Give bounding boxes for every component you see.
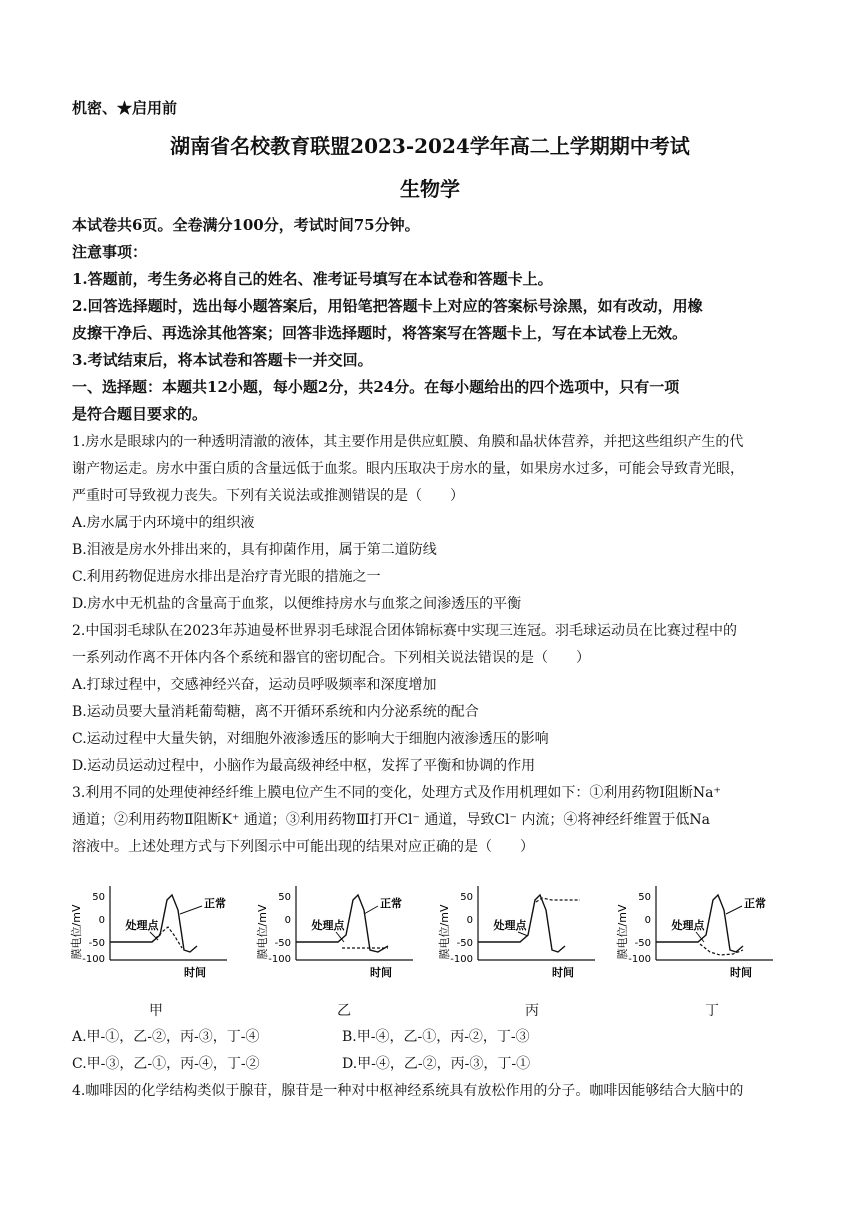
potential-graph-bing bbox=[440, 880, 615, 980]
normal-label: 正常 bbox=[744, 897, 766, 910]
q1-option-b: B.泪液是房水外排出来的，具有抑菌作用，属于第二道防线 bbox=[72, 542, 437, 558]
graph-ylabel: 膜电位/mV bbox=[438, 904, 451, 960]
q3-stem-b: 通道；②利用药物Ⅱ阻断K⁺ 通道；③利用药物Ⅲ打开Cl⁻ 通道，导致Cl⁻ 内流；④将神经纤维置于低Na bbox=[72, 812, 710, 828]
q2-option-d: D.运动员运动过程中，小脑作为最高级神经中枢，发挥了平衡和协调的作用 bbox=[72, 758, 536, 774]
section-heading-b: 是符合题目要求的。 bbox=[72, 405, 208, 423]
notice-3: 3.考试结束后，将本试卷和答题卡一并交回。 bbox=[72, 351, 373, 369]
q4-stem-a: 4.咖啡因的化学结构类似于腺苷，腺苷是一种对中枢神经系统具有放松作用的分子。咖啡因能够结合大脑中的 bbox=[72, 1083, 744, 1099]
exam-title: 湖南省名校教育联盟2023-2024学年高二上学期期中考试 bbox=[170, 134, 690, 158]
q2-stem-b: 一系列动作离不开体内各个系统和器官的密切配合。下列相关说法错误的是（ ） bbox=[72, 650, 590, 666]
graph-xlabel: 时间 bbox=[184, 966, 206, 979]
tick-0: 0 bbox=[466, 915, 473, 926]
q3-option-a: A.甲-①，乙-②，丙-③，丁-④ bbox=[72, 1029, 260, 1045]
treated-curve bbox=[700, 944, 743, 955]
tick-50: 50 bbox=[460, 892, 473, 903]
tick-minus50: -50 bbox=[634, 938, 651, 949]
secrecy-label: 机密、★启用前 bbox=[72, 99, 178, 117]
q3-stem-c: 溶液中。上述处理方式与下列图示中可能出现的结果对应正确的是（ ） bbox=[72, 839, 534, 855]
tick-0: 0 bbox=[284, 915, 291, 926]
treat-point-label: 处理点 bbox=[125, 919, 159, 932]
graph-xlabel: 时间 bbox=[552, 966, 574, 979]
q2-option-c: C.运动过程中大量失钠，对细胞外液渗透压的影响大于细胞内液渗透压的影响 bbox=[72, 731, 549, 747]
graph-xlabel: 时间 bbox=[370, 966, 392, 979]
tick-50: 50 bbox=[638, 892, 651, 903]
tick-50: 50 bbox=[278, 892, 291, 903]
q2-stem-a: 2.中国羽毛球队在2023年苏迪曼杯世界羽毛球混合团体锦标赛中实现三连冠。羽毛球运动员在比赛过程中的 bbox=[72, 623, 737, 639]
notice-1: 1.答题前，考生务必将自己的姓名、准考证号填写在本试卷和答题卡上。 bbox=[72, 270, 553, 288]
graph-ylabel: 膜电位/mV bbox=[616, 904, 629, 960]
panel-label-jia: 甲 bbox=[149, 1003, 163, 1019]
tick-minus100: -100 bbox=[82, 954, 105, 965]
tick-minus100: -100 bbox=[628, 954, 651, 965]
q1-stem-c: 严重时可导致视力丧失。下列有关说法或推测错误的是（ ） bbox=[72, 488, 464, 504]
potential-graph-jia bbox=[72, 880, 247, 980]
figure-panel-ding bbox=[618, 880, 793, 980]
potential-graph-yi bbox=[258, 880, 433, 980]
figure-panel-bing bbox=[440, 880, 615, 980]
tick-0: 0 bbox=[644, 915, 651, 926]
normal-label: 正常 bbox=[380, 897, 402, 910]
exam-info: 本试卷共6页。全卷满分100分，考试时间75分钟。 bbox=[72, 216, 420, 234]
q2-option-b: B.运动员要大量消耗葡萄糖，离不开循环系统和内分泌系统的配合 bbox=[72, 704, 479, 720]
q1-option-d: D.房水中无机盐的含量高于血浆，以便维持房水与血浆之间渗透压的平衡 bbox=[72, 596, 522, 612]
tick-minus100: -100 bbox=[450, 954, 473, 965]
subject-title: 生物学 bbox=[400, 177, 460, 201]
q3-option-d: D.甲-④，乙-②，丙-③，丁-① bbox=[342, 1056, 531, 1072]
q1-option-a: A.房水属于内环境中的组织液 bbox=[72, 515, 255, 531]
graph-ylabel: 膜电位/mV bbox=[256, 904, 269, 960]
graph-ylabel: 膜电位/mV bbox=[70, 904, 83, 960]
q1-option-c: C.利用药物促进房水排出是治疗青光眼的措施之一 bbox=[72, 569, 381, 585]
graph-xlabel: 时间 bbox=[730, 966, 752, 979]
tick-minus100: -100 bbox=[268, 954, 291, 965]
treat-point-label: 处理点 bbox=[493, 919, 527, 932]
figure-panel-yi bbox=[258, 880, 433, 980]
treat-point-label: 处理点 bbox=[311, 919, 345, 932]
q2-option-a: A.打球过程中，交感神经兴奋，运动员呼吸频率和深度增加 bbox=[72, 677, 437, 693]
tick-0: 0 bbox=[98, 915, 105, 926]
tick-minus50: -50 bbox=[456, 938, 473, 949]
section-heading-a: 一、选择题：本题共12小题，每小题2分，共24分。在每小题给出的四个选项中，只有一项 bbox=[72, 378, 680, 396]
panel-label-ding: 丁 bbox=[705, 1003, 719, 1019]
q3-stem-a: 3.利用不同的处理使神经纤维上膜电位产生不同的变化，处理方式及作用机理如下：①利用药物Ⅰ阻断Na⁺ bbox=[72, 785, 721, 801]
notice-2b: 皮擦干净后、再选涂其他答案；回答非选择题时，将答案写在答题卡上，写在本试卷上无效。 bbox=[72, 324, 688, 342]
potential-graph-ding bbox=[618, 880, 793, 980]
notice-2a: 2.回答选择题时，选出每小题答案后，用铅笔把答题卡上对应的答案标号涂黑，如有改动，用橡 bbox=[72, 297, 703, 315]
notice-title: 注意事项： bbox=[72, 243, 148, 261]
tick-minus50: -50 bbox=[274, 938, 291, 949]
tick-50: 50 bbox=[92, 892, 105, 903]
q3-option-c: C.甲-③，乙-①，丙-④，丁-② bbox=[72, 1056, 260, 1072]
q3-option-b: B.甲-④，乙-①，丙-②，丁-③ bbox=[342, 1029, 530, 1045]
q1-stem-b: 谢产物运走。房水中蛋白质的含量远低于血浆。眼内压取决于房水的量，如果房水过多，可能会导致青光眼， bbox=[72, 461, 744, 477]
panel-label-bing: 丙 bbox=[525, 1003, 539, 1019]
panel-label-yi: 乙 bbox=[337, 1003, 351, 1019]
normal-label: 正常 bbox=[204, 897, 226, 910]
q1-stem-a: 1.房水是眼球内的一种透明清澈的液体，其主要作用是供应虹膜、角膜和晶状体营养，并把这些组织产生的代 bbox=[72, 434, 744, 450]
tick-minus50: -50 bbox=[88, 938, 105, 949]
figure-panel-jia bbox=[72, 880, 247, 980]
treat-point-label: 处理点 bbox=[671, 919, 705, 932]
